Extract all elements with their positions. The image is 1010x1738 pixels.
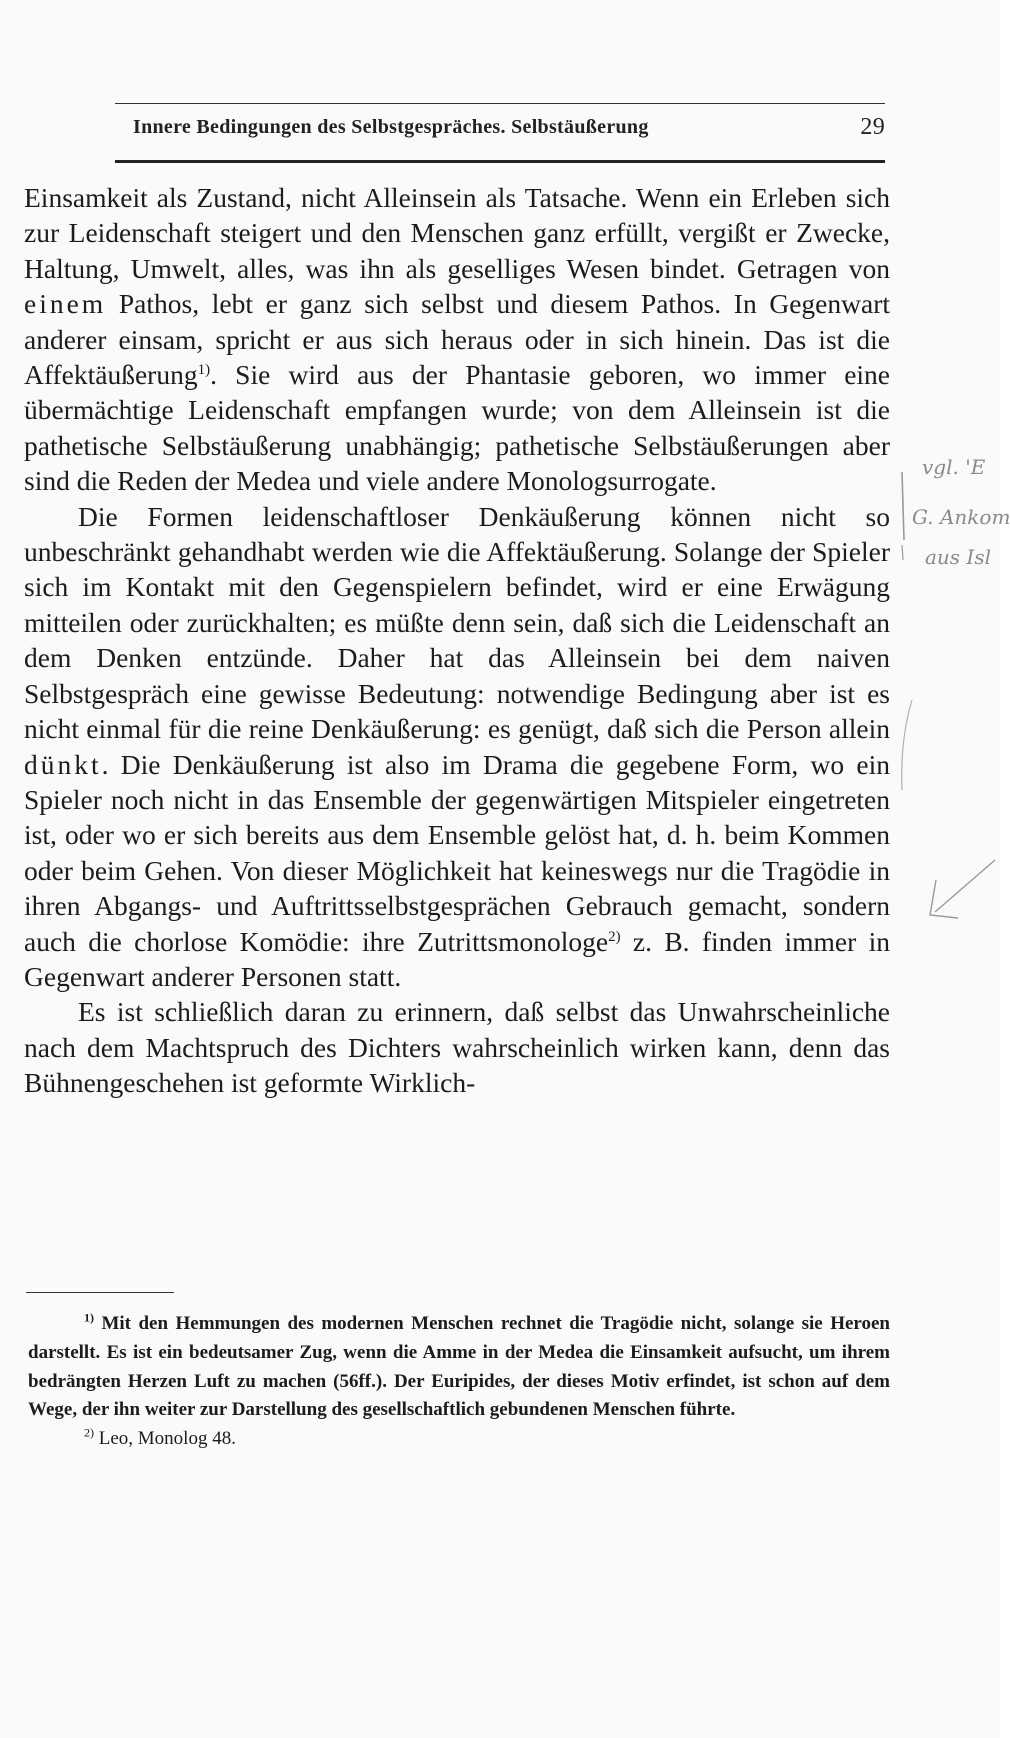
page-number: 29 bbox=[860, 114, 885, 140]
text-run: . Die Denkäußerung ist also im Drama die gegebene Form, wo ein Spieler noch nicht in das Ensemble der gegenwärtigen Mitspieler eingetreten ist, oder wo er sich bereits aus dem Ensemble gelöst hat, d. h. beim Kommen oder beim Gehen. Von dieser Möglichkeit hat keineswegs nur die Tragödie in ihren Abgangs- und Auftrittsselbstgesprächen Gebrauch gemacht, sondern auch die chorlose Komödie: ihre Zutrittsmonologe bbox=[24, 748, 890, 957]
footnote bbox=[28, 1425, 890, 1454]
header-top-rule bbox=[115, 103, 885, 104]
footnote-ref: 1) bbox=[197, 361, 211, 378]
main-text bbox=[24, 180, 890, 1101]
paragraph bbox=[24, 499, 890, 995]
text-run: z. B. finden immer in Gegenwart anderer Personen statt. bbox=[24, 925, 890, 992]
margin-arrow-head bbox=[930, 880, 958, 918]
margin-curve-mark bbox=[902, 700, 912, 790]
paragraph bbox=[24, 994, 890, 1100]
emphasized-word: dünkt bbox=[24, 748, 102, 780]
margin-bracket-mark bbox=[902, 545, 903, 560]
text-run: Pathos, lebt er ganz sich selbst und diesem Pathos. In Gegenwart anderer einsam, spricht er aus sich heraus oder in sich hinein. Das ist die Affektäußerung bbox=[24, 288, 890, 391]
margin-note: G. Ankom bbox=[912, 505, 1010, 529]
header-bottom-rule bbox=[115, 160, 885, 163]
footnote-text: Leo, Monolog 48. bbox=[94, 1428, 236, 1450]
text-run: Einsamkeit als Zustand, nicht Alleinsein als Tatsache. Wenn ein Erleben sich zur Leidenschaft steigert und den Menschen ganz erfüllt, vergißt er Zwecke, Haltung, Umwelt, alles, was ihn als geselliges Wesen bindet. Getragen von bbox=[24, 182, 890, 284]
footnote-mark: 1) bbox=[84, 1310, 94, 1325]
footnote-text: Mit den Hemmungen des modernen Menschen rechnet die Tragödie nicht, solange sie Heroen darstellt. Es ist ein bedeutsamer Zug, wenn die Amme in der Medea die Einsamkeit aufsucht, um ihrem bedrängten Herzen Luft zu machen (56ff.). Der Euripides, der dieses Motiv erfindet, ist schon auf dem Wege, der ihn weiter zur Darstellung des gesellschaftlich gebundenen Menschen führte. bbox=[28, 1313, 890, 1421]
running-head-title: Innere Bedingungen des Selbstgespräches. Selbstäußerung bbox=[133, 116, 649, 138]
footnote-rule bbox=[26, 1292, 174, 1293]
margin-note: vgl. 'E bbox=[922, 455, 986, 479]
margin-bracket-mark bbox=[902, 472, 904, 540]
emphasized-word: einem bbox=[24, 288, 107, 320]
margin-note: aus Isl bbox=[925, 545, 991, 569]
footnote-mark: 2) bbox=[84, 1425, 94, 1440]
footnote bbox=[28, 1310, 890, 1425]
footnotes bbox=[28, 1310, 890, 1454]
margin-arrow-line bbox=[935, 860, 995, 912]
text-run: Die Formen leidenschaftloser Denkäußerung können nicht so unbeschränkt gehandhabt werden wie die Affektäußerung. Solange der Spieler sich im Kontakt mit den Gegenspielern befindet, wird er eine Erwägung mitteilen oder zurückhalten; es müßte denn sein, daß sich die Leidenschaft an dem Denken entzünde. Daher hat das Alleinsein bei dem naiven Selbstgespräch eine gewisse Bedeutung: notwendige Bedingung aber ist es nicht einmal für die reine Denkäußerung: es genügt, daß sich die Person allein bbox=[24, 500, 890, 745]
text-run: . Sie wird aus der Phantasie geboren, wo immer eine übermächtige Leidenschaft empfangen wurde; von dem Alleinsein ist die pathetische Selbstäußerung unabhängig; pathetische Selbstäußerungen aber sind die Reden der Medea und viele andere Monologsurrogate. bbox=[24, 359, 890, 497]
text-run: Es ist schließlich daran zu erinnern, daß selbst das Unwahrscheinliche nach dem Machtspruch des Dichters wahrscheinlich wirken kann, denn das Bühnengeschehen ist geformte Wirklich- bbox=[24, 996, 890, 1099]
footnote-ref: 2) bbox=[608, 928, 621, 945]
paragraph bbox=[24, 180, 890, 499]
